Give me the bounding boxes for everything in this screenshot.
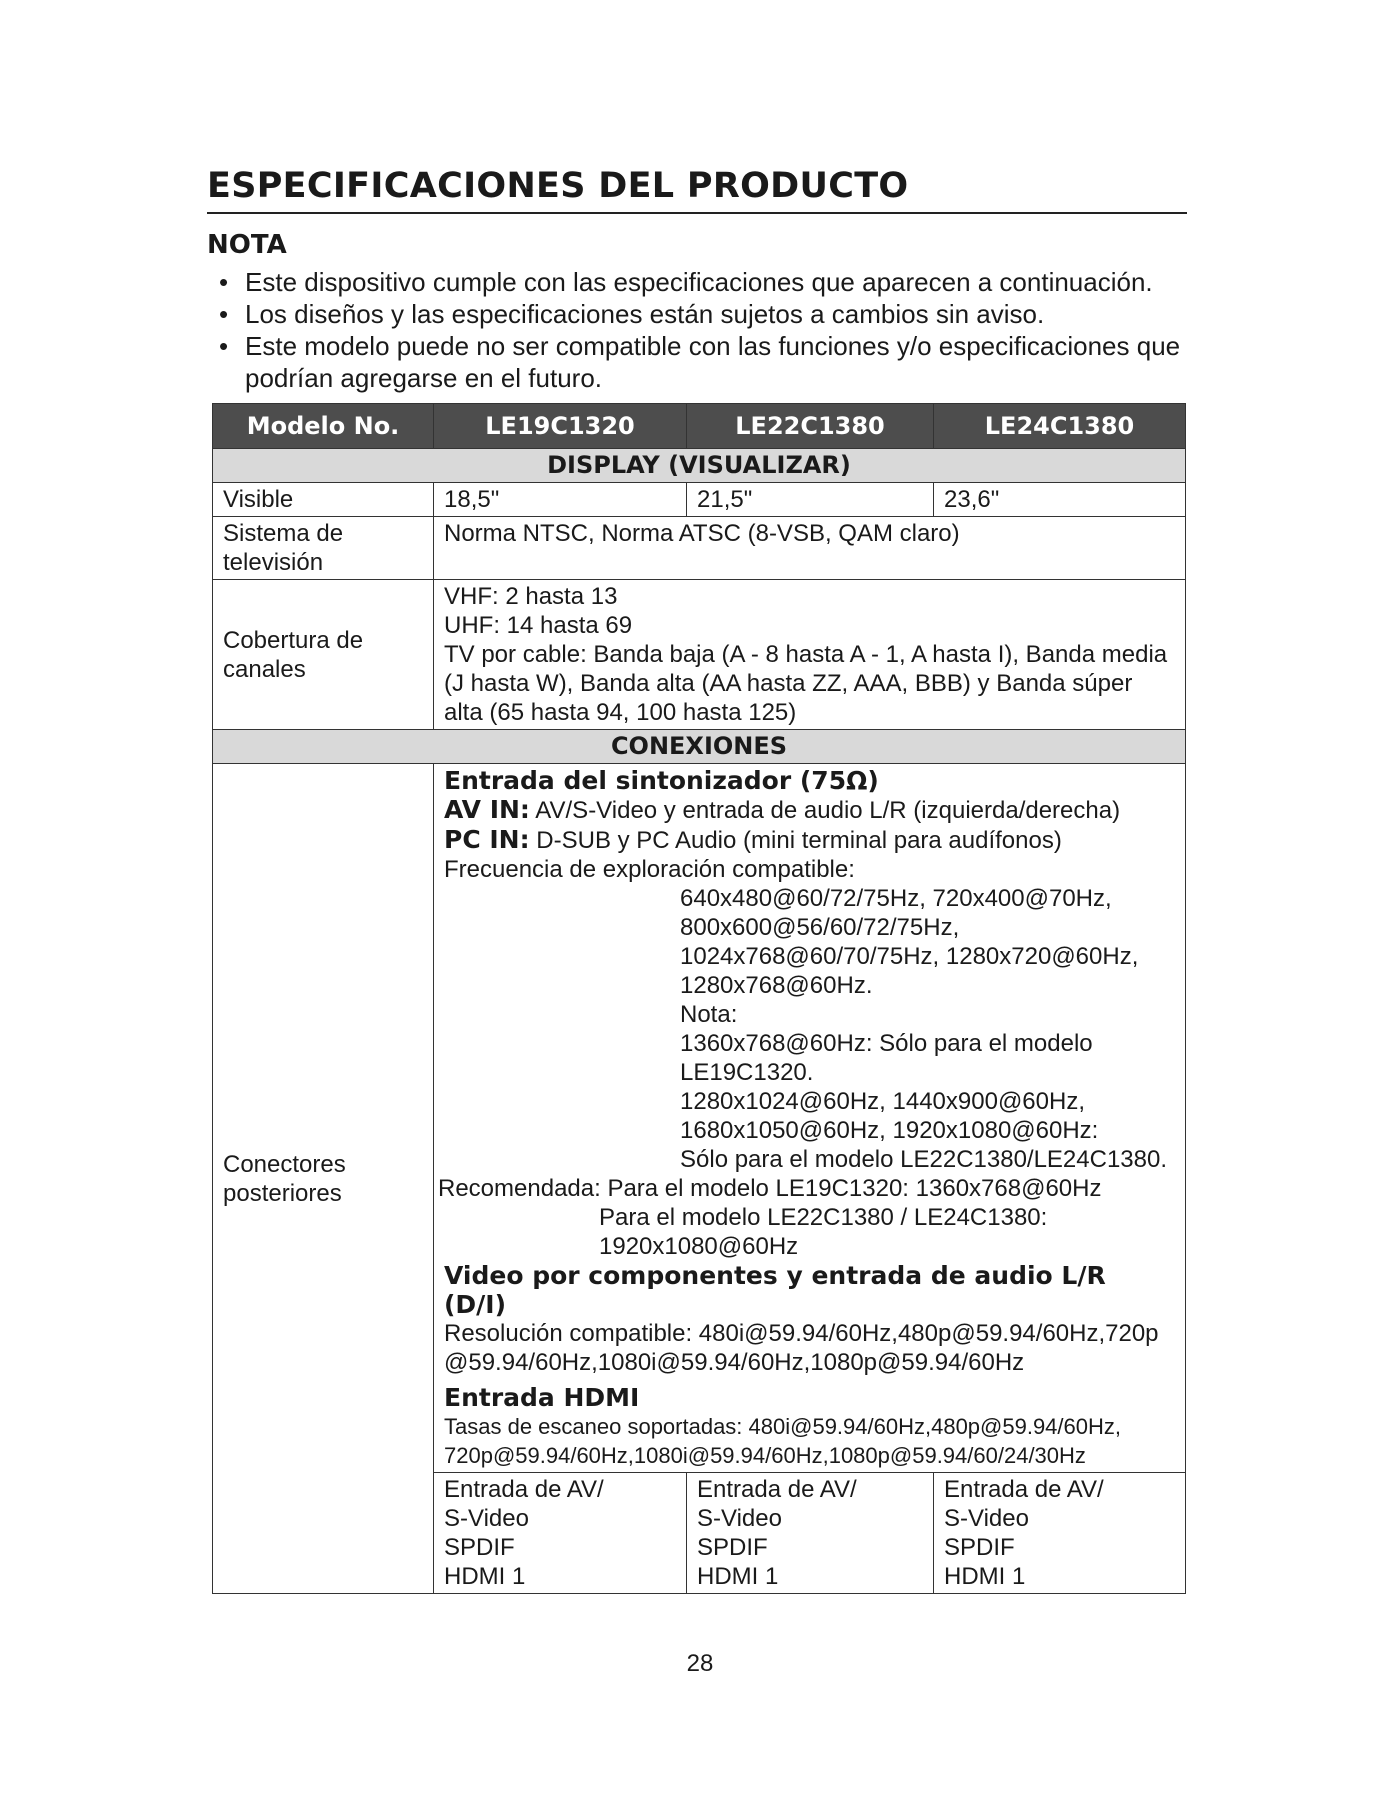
recommended-line: 1920x1080@60Hz <box>599 1233 799 1260</box>
list-item: • Los diseños y las especificaciones están sujetos a cambios sin aviso. <box>219 299 1045 329</box>
list-item: • Este dispositivo cumple con las especificaciones que aparecen a continuación. <box>219 267 1153 297</box>
cell-ports-le19: Entrada de AV/ S-Video SPDIF HDMI 1 <box>434 1473 687 1594</box>
header-le24c1380: LE24C1380 <box>934 404 1186 449</box>
section-display: DISPLAY (VISUALIZAR) <box>213 449 1186 483</box>
coverage-line: VHF: 2 hasta 13 <box>444 583 618 610</box>
bullet-icon: • <box>219 299 229 329</box>
component-text: Resolución compatible: 480i@59.94/60Hz,480p@59.94/60Hz,720p@59.94/60Hz,1080i@59.94/60Hz,1080p@59.94/60Hz <box>444 1320 1159 1376</box>
component-heading: Video por componentes y entrada de audio L/R (D/I) <box>444 1261 1106 1319</box>
coverage-line: TV por cable: Banda baja (A - 8 hasta A - 1, A hasta I), Banda media (J hasta W), Banda alta (AA hasta ZZ, AAA, BBB) y Banda súper alta (65 hasta 94, 100 hasta 125) <box>444 641 1168 726</box>
row-label-tv-system: Sistema de televisión <box>213 517 434 580</box>
table-row <box>213 580 1186 730</box>
section-row-connections <box>213 730 1186 764</box>
freq-line: 1280x1024@60Hz, 1440x900@60Hz, <box>680 1088 1085 1115</box>
note-heading: NOTA <box>207 230 287 260</box>
tuner-input: Entrada del sintonizador (75Ω) <box>444 766 879 795</box>
freq-line: 1024x768@60/70/75Hz, 1280x720@60Hz, <box>680 943 1139 970</box>
bullet-icon: • <box>219 331 229 361</box>
row-label-channel-coverage: Cobertura de canales <box>213 580 434 730</box>
page-title: ESPECIFICACIONES DEL PRODUCTO <box>207 164 1187 214</box>
cell-ports-le24: Entrada de AV/ S-Video SPDIF HDMI 1 <box>934 1473 1186 1594</box>
freq-line: LE19C1320. <box>680 1059 814 1086</box>
hdmi-heading: Entrada HDMI <box>444 1383 640 1412</box>
table-row <box>213 764 1186 1473</box>
row-label-visible: Visible <box>213 483 434 517</box>
av-in: AV IN: AV/S-Video y entrada de audio L/R (izquierda/derecha) <box>444 795 1121 824</box>
freq-line: 1360x768@60Hz: Sólo para el modelo <box>680 1030 1093 1057</box>
freq-label: Frecuencia de exploración compatible: <box>444 856 855 883</box>
list-item: • Este modelo puede no ser compatible con las funciones y/o especificaciones que podrían agregarse en el futuro. <box>219 331 1181 393</box>
header-model: Modelo No. <box>213 404 434 449</box>
cell-visible-le24: 23,6" <box>934 483 1186 517</box>
pc-in: PC IN: D-SUB y PC Audio (mini terminal para audífonos) <box>444 825 1062 854</box>
freq-line: 640x480@60/72/75Hz, 720x400@70Hz, <box>680 885 1112 912</box>
row-label-rear-connectors: Conectores posteriores <box>213 764 434 1594</box>
section-row-display <box>213 449 1186 483</box>
cell-tv-system: Norma NTSC, Norma ATSC (8-VSB, QAM claro) <box>434 517 1186 580</box>
bullet-icon: • <box>219 267 229 297</box>
table-header-row <box>213 404 1186 449</box>
cell-rear-connectors <box>434 764 1186 1473</box>
coverage-line: UHF: 14 hasta 69 <box>444 612 633 639</box>
page-number: 28 <box>686 1650 714 1677</box>
spec-table <box>212 403 1186 1594</box>
hdmi-text: Tasas de escaneo soportadas: 480i@59.94/60Hz,480p@59.94/60Hz, <box>444 1414 1122 1439</box>
note-list <box>207 266 1197 394</box>
freq-list <box>444 884 1175 1174</box>
freq-line: Nota: <box>680 1001 738 1028</box>
table-row <box>213 483 1186 517</box>
hdmi-text: 720p@59.94/60Hz,1080i@59.94/60Hz,1080p@59.94/60/24/30Hz <box>444 1443 1086 1468</box>
cell-visible-le19: 18,5" <box>434 483 687 517</box>
freq-line: Sólo para el modelo LE22C1380/LE24C1380. <box>680 1146 1168 1173</box>
cell-ports-le22: Entrada de AV/ S-Video SPDIF HDMI 1 <box>687 1473 934 1594</box>
header-le19c1320: LE19C1320 <box>434 404 687 449</box>
recommended-line: Recomendada: Para el modelo LE19C1320: 1360x768@60Hz <box>438 1175 1102 1202</box>
cell-visible-le22: 21,5" <box>687 483 934 517</box>
freq-line: 1680x1050@60Hz, 1920x1080@60Hz: <box>680 1117 1099 1144</box>
header-le22c1380: LE22C1380 <box>687 404 934 449</box>
section-connections: CONEXIONES <box>213 730 1186 764</box>
table-row <box>213 517 1186 580</box>
freq-line: 800x600@56/60/72/75Hz, <box>680 914 960 941</box>
freq-line: 1280x768@60Hz. <box>680 972 873 999</box>
cell-channel-coverage <box>434 580 1186 730</box>
recommended-line: Para el modelo LE22C1380 / LE24C1380: <box>599 1204 1048 1231</box>
